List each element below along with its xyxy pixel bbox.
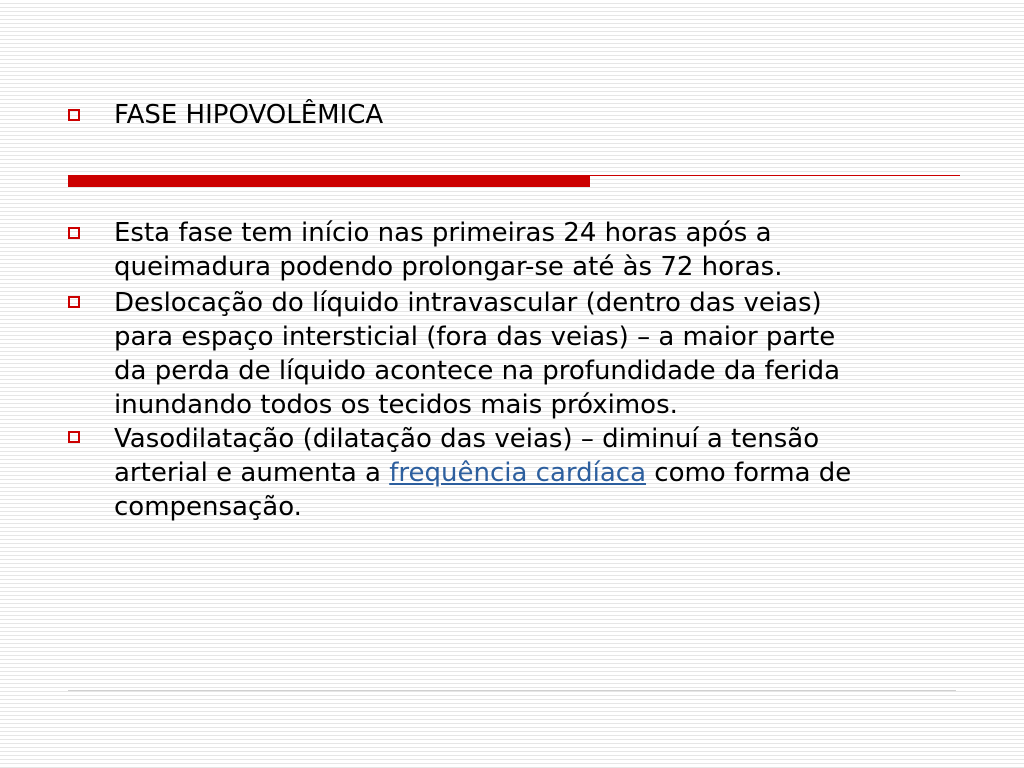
bullet-line: queimadura podendo prolongar-se até às 72 horas. [114,252,783,282]
bullet-icon [68,296,80,308]
bullet-line: para espaço intersticial (fora das veias) – a maior parte [114,322,836,352]
bullet-icon [68,431,80,443]
bullet-line: compensação. [114,492,302,522]
bullet-line [114,456,974,490]
footer-divider [68,690,956,691]
bullet-item-1 [114,216,974,284]
bullet-line: da perda de líquido acontece na profundidade da ferida [114,356,841,386]
title-divider-thick [68,175,590,187]
bullet-text-segment: como forma de [646,458,852,488]
title-divider-thin [590,175,960,176]
bullet-icon [68,227,80,239]
bullet-line: Vasodilatação (dilatação das veias) – diminuí a tensão [114,424,820,454]
title-bullet-icon [68,109,80,121]
bullet-item-2 [114,286,974,422]
bullet-item-3 [114,422,974,524]
bullet-text-segment: arterial e aumenta a [114,458,390,488]
bullet-line: inundando todos os tecidos mais próximos. [114,390,678,420]
bullet-line: Deslocação do líquido intravascular (dentro das veias) [114,288,822,318]
bullet-line: Esta fase tem início nas primeiras 24 horas após a [114,218,772,248]
frequencia-cardiaca-link[interactable]: frequência cardíaca [389,458,647,488]
slide-title: FASE HIPOVOLÊMICA [114,100,384,130]
